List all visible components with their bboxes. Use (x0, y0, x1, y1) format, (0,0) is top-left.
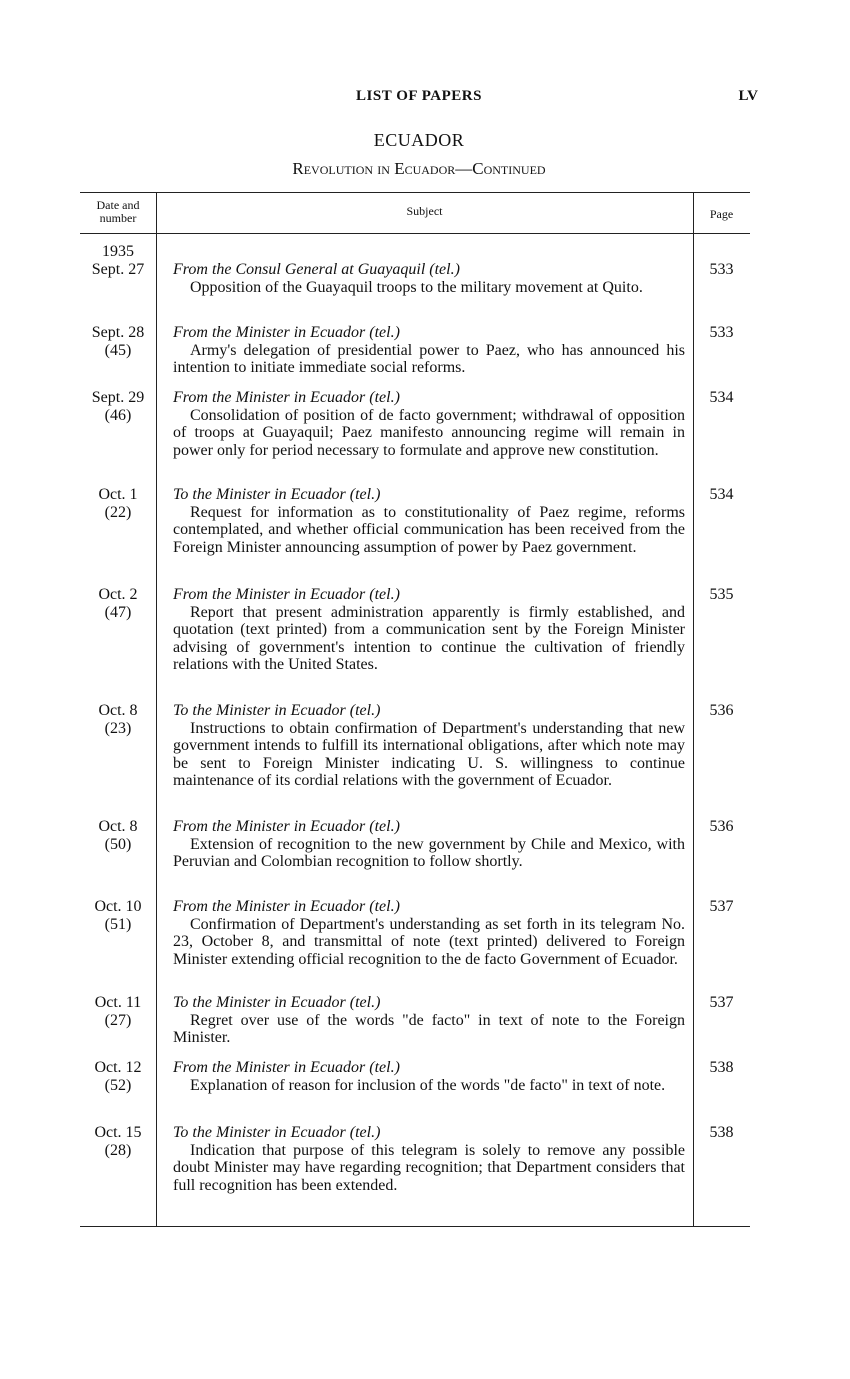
subject-cell (173, 486, 685, 556)
entry-number: (28) (104, 1142, 132, 1159)
entry-sender: From the Minister in Ecuador (tel.) (173, 1059, 400, 1076)
entry-date: Oct. 1 (98, 486, 138, 503)
entry-sender: To the Minister in Ecuador (tel.) (173, 486, 381, 503)
date-cell (80, 818, 156, 854)
date-cell (80, 586, 156, 622)
date-cell (80, 261, 156, 279)
entry-number: (22) (104, 504, 132, 521)
entry-summary: Consolidation of position of de facto government; withdrawal of opposition of troops at Guayaquil; Paez manifesto announcing regime will remain in power only for period necessary to formulate and approve new constitution. (173, 406, 685, 459)
subject-cell (173, 898, 685, 968)
entry-page: 537 (709, 994, 734, 1011)
page-folio: LV (738, 88, 758, 104)
subject-cell (173, 324, 685, 377)
entry-date: Sept. 29 (91, 389, 145, 406)
header-rule (80, 233, 750, 234)
entry-summary: Regret over use of the words "de facto" in text of note to the Foreign Minister. (173, 1011, 685, 1046)
year-label: 1935 (102, 243, 134, 260)
entry-date: Oct. 12 (94, 1059, 142, 1076)
section-subtitle: Revolution in Ecuador—Continued (292, 159, 546, 178)
section-title: ECUADOR (373, 130, 465, 150)
date-cell (80, 389, 156, 425)
papers-table (80, 192, 750, 1227)
entry-sender: To the Minister in Ecuador (tel.) (173, 1124, 381, 1141)
entry-page: 533 (709, 261, 734, 278)
entry-number: (51) (104, 916, 132, 933)
entry-date: Oct. 11 (94, 994, 142, 1011)
subject-cell (173, 818, 685, 871)
entry-page: 537 (709, 898, 734, 915)
entry-page: 536 (709, 818, 734, 835)
entry-page: 538 (709, 1059, 734, 1076)
running-title: LIST OF PAPERS (356, 88, 482, 104)
column-header-date: Date and number (96, 198, 140, 225)
entry-summary: Extension of recognition to the new government by Chile and Mexico, with Peruvian and Colombian recognition to follow shortly. (173, 835, 685, 870)
entry-summary: Army's delegation of presidential power to Paez, who has announced his intention to initiate immediate social reforms. (173, 341, 685, 376)
entry-sender: From the Minister in Ecuador (tel.) (173, 389, 400, 406)
entry-date: Oct. 2 (98, 586, 138, 603)
entry-summary: Instructions to obtain confirmation of Department's understanding that new government intends to fulfill its international obligations, after which note may be sent to Foreign Minister indicating U. S. willingness to continue maintenance of its cordial relations with the government of Ecuador. (173, 719, 685, 789)
date-cell (80, 994, 156, 1030)
entry-sender: To the Minister in Ecuador (tel.) (173, 702, 381, 719)
entry-page: 533 (709, 324, 734, 341)
subject-cell (173, 702, 685, 790)
entry-summary: Report that present administration apparently is firmly established, and quotation (text printed) from a communication sent by the Foreign Minister advising of government's intention to continue the cultivation of friendly relations with the United States. (173, 603, 685, 673)
entry-sender: From the Consul General at Guayaquil (tel.) (173, 261, 460, 278)
entry-number: (45) (104, 342, 132, 359)
subject-cell (173, 586, 685, 674)
entry-number: (52) (104, 1077, 132, 1094)
date-cell (80, 1059, 156, 1095)
entry-number: (47) (104, 604, 132, 621)
date-cell (80, 486, 156, 522)
column-divider-date (156, 193, 157, 1226)
date-cell (80, 898, 156, 934)
date-cell (80, 1124, 156, 1160)
entry-number: (23) (104, 720, 132, 737)
entry-number: (46) (104, 407, 132, 424)
entry-page: 536 (709, 702, 734, 719)
entry-summary: Explanation of reason for inclusion of the words "de facto" in text of note. (190, 1076, 666, 1094)
entry-date: Sept. 27 (91, 261, 145, 278)
subject-cell (173, 1059, 685, 1094)
subject-cell (173, 994, 685, 1047)
entry-page: 538 (709, 1124, 734, 1141)
entry-sender: From the Minister in Ecuador (tel.) (173, 324, 400, 341)
entry-sender: From the Minister in Ecuador (tel.) (173, 586, 400, 603)
entry-date: Oct. 10 (94, 898, 142, 915)
subject-cell (173, 389, 685, 459)
entry-date: Sept. 28 (91, 324, 145, 341)
entry-date: Oct. 15 (94, 1124, 142, 1141)
entry-sender: To the Minister in Ecuador (tel.) (173, 994, 381, 1011)
entry-sender: From the Minister in Ecuador (tel.) (173, 818, 400, 835)
subject-cell (173, 261, 685, 296)
entry-summary: Request for information as to constitutionality of Paez regime, reforms contemplated, and whether official communication has been received from the Foreign Minister announcing assumption of power by Paez government. (173, 503, 685, 556)
entry-date: Oct. 8 (98, 702, 138, 719)
entry-number: (27) (104, 1012, 132, 1029)
column-header-page: Page (709, 207, 734, 221)
running-head (80, 88, 758, 112)
entry-number: (50) (104, 836, 132, 853)
entry-page: 535 (709, 586, 734, 603)
entry-date: Oct. 8 (98, 818, 138, 835)
entry-summary: Confirmation of Department's understanding as set forth in its telegram No. 23, October 8, and transmittal of note (text printed) delivered to Foreign Minister extending official recognition to the de facto Government of Ecuador. (173, 915, 685, 968)
entry-page: 534 (709, 486, 734, 503)
date-cell (80, 702, 156, 738)
entry-page: 534 (709, 389, 734, 406)
column-header-subject: Subject (406, 204, 443, 218)
entry-sender: From the Minister in Ecuador (tel.) (173, 898, 400, 915)
entry-summary: Opposition of the Guayaquil troops to the military movement at Quito. (190, 278, 643, 296)
subject-cell (173, 1124, 685, 1194)
date-cell (80, 324, 156, 360)
entry-summary: Indication that purpose of this telegram is solely to remove any possible doubt Minister may have regarding recognition; that Department considers that full recognition has been extended. (173, 1141, 685, 1194)
